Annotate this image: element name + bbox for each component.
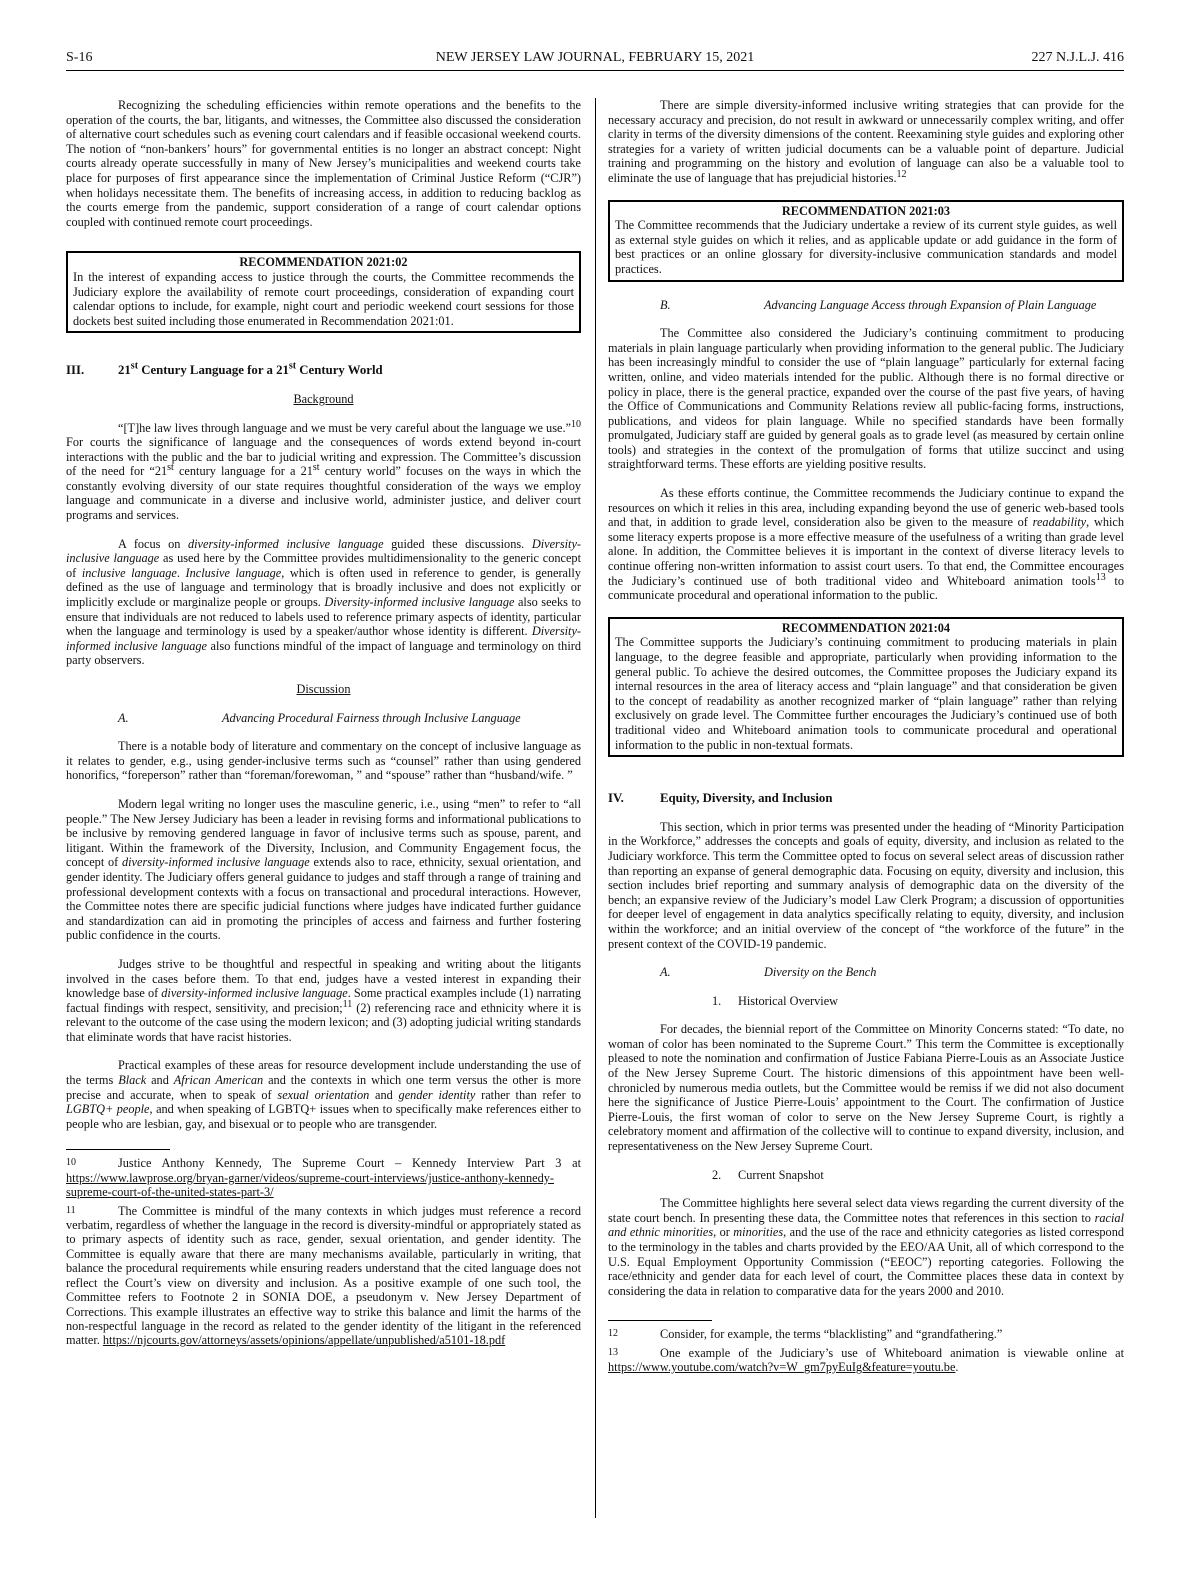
paragraph: A focus on diversity-informed inclusive language guided these discussions. Diversity-inclusive language as used here by the Committee provides multidimensionality to the generic concept of inclusive language. Inclusive language, which is often used in reference to gender, is generally defined as the use of language and terminology that is broadly inclusive and does not explicitly or implicitly exclude or marginalize people or groups. Diversity-informed inclusive language also seeks to ensure that individuals are not reduced to labels used to reference primary aspects of identity, particular when the language and terminology is used by a speaker/author whose identity is different. Diversity-informed inclusive language also functions mindful of the impact of language and terminology on third party observers.: [66, 536, 582, 668]
paragraph: “[T]he law lives through language and we must be very careful about the language we use.”$^{10}$ For courts the significance of language and the consequences of words extend beyond in-court interactions with the public and the bar to judicial writing and expression. The Committee’s discussion of the need for “21st century language for a 21st century world” focuses on the ways in which the constantly evolving diversity of our state requires thoughtful consideration of the ways we employ language and communicate in a diverse and inclusive world, administer justice, and deliver court programs and services.: [66, 418, 581, 523]
paragraph: For decades, the biennial report of the Committee on Minority Concerns stated: “To date, no woman of color has been nominated to the Supreme Court.” This term the Committee is exceptionally pleased to note the nomination and confirmation of Justice Fabiana Pierre-Louis as an Associate Justice of the New Jersey Supreme Court. The historic dimensions of this appointment have been well-chronicled by numerous media outlets, but the Committee would be remiss if we did not also document here the significance of Justice Pierre-Louis’ appointment to the Court. The confirmation of Justice Pierre-Louis, the first woman of color to serve on the New Jersey Supreme Court, is rightly a celebratory moment and affirmation of the collective will to continue to expand diversity, inclusion, and representativeness on the New Jersey Supreme Court.: [608, 1022, 1124, 1154]
citation: 227 N.J.L.J. 416: [1031, 50, 1124, 65]
column-divider: [595, 98, 596, 1518]
recommendation-title: RECOMMENDATION 2021:04: [781, 620, 951, 635]
footnote-link[interactable]: https://www.youtube.com/watch?v=W_gm7pyEuIg&feature=youtu.be: [608, 1360, 956, 1375]
footnote-13: 13 One example of the Judiciary’s use of Whiteboard animation is viewable online at https://www.youtube.com/watch?v=W_gm7pyEuIg&feature=youtu.be.: [608, 1345, 1124, 1375]
recommendation-2021-02-box: [66, 251, 581, 333]
paragraph: As these efforts continue, the Committee recommends the Judiciary continue to expand the resources on which it relies in this area, including expanding beyond the use of generic web-based tools and that, in addition to grade level, consideration also be given to the measure of readability, which some literacy experts propose is a more effective measure of the usefulness of a writing than grade level alone. In addition, the Committee believes it is important in the context of diverse literacy levels to continue offering non-written information to assist court users. To that end, the Committee encourages the Judiciary’s continued use of both traditional video and Whiteboard animation tools$^{13}$ to communicate procedural and operational information to the public.: [608, 486, 1125, 603]
paragraph: There are simple diversity-informed inclusive writing strategies that can provide for the necessary accuracy and precision, do not result in awkward or unnecessarily complex writing, and offer clarity in terms of the diversity dimensions of the content. Reexamining style guides and exploring other strategies for a variety of written judicial documents can be a valuable point of departure. Judicial training and programming on the history and evolution of language can also be a valuable tool to eliminate the use of language that has prejudicial histories.$^{12}$: [608, 98, 1124, 185]
journal-title: NEW JERSEY LAW JOURNAL, FEBRUARY 15, 2021: [435, 50, 755, 65]
right-column: [608, 98, 1124, 1379]
subsection-heading-b: B. Advancing Language Access through Expansion of Plain Language: [660, 297, 1097, 312]
paragraph: Practical examples of these areas for resource development include understanding the use of the terms Black and African American and the contexts in which one term versus the other is more precise and accurate, when to speak of sexual orientation and gender identity rather than refer to LGBTQ+ people, and when speaking of LGBTQ+ issues when to specifically make references either to people who are lesbian, gay, and bisexual or to people who are transgender.: [66, 1058, 582, 1131]
paragraph: The Committee also considered the Judiciary’s continuing commitment to producing materials in plain language particularly when providing information to the general public. The Judiciary has been increasingly mindful to consider the use of “plain language” particularly for external facing written, online, and video materials intended for the public. Although there is no formal directive or policy in place, there is the general practice, expanded over the course of the past five years, of having the Office of Communications and Community Relations review all public-facing forms, instructions, publications, and videos for plain language. While no specified standards have been formally promulgated, Judiciary staff are guided by general goals as to grade level (as measured by certain online tools) and strategies in the context of the promulgation of forms that utilize succinct and using straightforward terms. These efforts are yielding positive results.: [608, 326, 1124, 472]
paragraph: There is a notable body of literature and commentary on the concept of inclusive language as it relates to gender, e.g., using gender-inclusive terms such as “counsel” rather than using gendered honorifics, “foreperson” rather than “foreman/forewoman, ” and “spouse” rather than “husband/wife. ”: [66, 739, 581, 783]
section-number: III.: [66, 363, 85, 378]
paragraph: Judges strive to be thoughtful and respectful in speaking and writing about the litigants involved in the cases before them. To that end, judges have a vested interest in expanding their knowledge base of diversity-informed inclusive language. Some practical examples include (1) narrating factual findings with respect, sensitivity, and precision;$^{11}$ (2) referencing race and ethnicity where it is relevant to the outcome of the case using the modern lexicon; and (3) adopting judicial writing standards that eliminate words that have racist histories.: [66, 956, 581, 1044]
footnote-ref: 10: [571, 418, 581, 430]
section-heading-iii: [66, 363, 581, 378]
recommendation-2021-04-box: [608, 617, 1124, 757]
footnote-10: 10 Justice Anthony Kennedy, The Supreme Court – Kennedy Interview Part 3 at https://www.lawprose.org/bryan-garner/videos/supreme-court-interviews/justice-anthony-kennedy-supreme-court-of-the-united-states-part-3/: [66, 1156, 581, 1200]
paragraph: Modern legal writing no longer uses the masculine generic, i.e., using “men” to refer to “all people.” The New Jersey Judiciary has been a leader in revising forms and informational publications to be inclusive by removing gendered language in favor of inclusive terms such as spouse, parent, and litigant. Within the framework of the Diversity, Inclusion, and Community Engagement focus, the concept of diversity-informed inclusive language extends also to race, ethnicity, sexual orientation, and gender identity. The Judiciary offers general guidance to judges and staff through a range of training and professional development contexts with a focus on transactional and procedural interactions. However, the Committee notes there are specific judicial functions where judges have indicated further guidance and standardization can aid in promoting the principles of access and fairness and further fostering public confidence in the courts.: [66, 796, 581, 943]
background-heading: Background: [293, 391, 354, 406]
footnote-ref: 13: [1095, 571, 1106, 583]
recommendation-title: RECOMMENDATION 2021:03: [781, 203, 951, 218]
left-column: [66, 98, 581, 1352]
footnote-rule: [66, 1149, 170, 1150]
subsection-heading-a: A. Advancing Procedural Fairness through Inclusive Language: [118, 710, 521, 725]
page-header: [66, 50, 1124, 68]
footnote-link[interactable]: https://www.lawprose.org/bryan-garner/videos/supreme-court-interviews/justice-anthony-kennedy-supreme-court-of-the-united-states-part-3/: [66, 1170, 554, 1200]
paragraph: Recognizing the scheduling efficiencies within remote operations and the benefits to the operation of the courts, the bar, litigants, and witnesses, the Committee also discussed the consideration of alternative court schedules such as evening court calendars and if feasible occasional weekend courts. The notion of “non-bankers’ hours” for governmental entities is no longer an abstract concept: Night courts already operate successfully in many of New Jersey’s municipalities and weekend courts take place for purposes of first appearance since the implementation of Criminal Justice Reform (“CJR”) when holidays necessitate them. The benefits of increasing access, in addition to reducing backlog as the courts emerge from the pandemic, support consideration of a range of court calendar options coupled with continued remote court proceedings.: [66, 98, 581, 229]
footnote-ref: 12: [896, 168, 907, 180]
section-number: IV.: [608, 791, 624, 806]
paragraph: The Committee highlights here several select data views regarding the current diversity of the state court bench. In presenting these data, the Committee notes that references in this section to racial and ethnic minorities, or minorities, and the use of the race and ethnicity categories as listed correspond to the terminology in the tables and charts provided by the EEO/AA Unit, all of which correspond to the U.S. Equal Employment Opportunity Commission (“EEOC”) reporting categories. Following the race/ethnicity and gender data for each level of court, the Committee places these data in context by considering the data in relation to comparative data for the years 2000 and 2010.: [608, 1196, 1124, 1298]
footnote-link[interactable]: https://njcourts.gov/attorneys/assets/opinions/appellate/unpublished/a5101-18.pdf: [102, 1333, 506, 1348]
section-heading-iv: [608, 791, 1124, 806]
section-title: 21st Century Language for a 21st Century World: [118, 361, 383, 378]
footnote-rule: [608, 1320, 712, 1321]
footnote-ref: 11: [342, 998, 353, 1010]
paragraph: This section, which in prior terms was presented under the heading of “Minority Participation in the Workforce,” addresses the concepts and goals of equity, diversity, and inclusion as related to the Judiciary workforce. This term the Committee opted to focus on several select areas of discussion rather than reporting an expanse of general demographic data. Focusing on equity, diversity and inclusion, this section includes brief reporting and summary analysis of demographic data on the diversity of the bench; an expansive review of the Judiciary’s model Law Clerk Program; a discussion of opportunities for deeper level of engagement in data analytics specifically relating to equity, diversity, and inclusion within the workforce; and an initial overview of the concept of “the workforce of the future” in the present context of the COVID-19 pandemic.: [608, 819, 1124, 951]
recommendation-body: The Committee supports the Judiciary’s continuing commitment to producing materials in plain language, to the degree feasible and appropriate, particularly when providing information to the general public. To achieve the desired outcomes, the Committee proposes the Judiciary expand its internal resources in the area of literacy access and “plain language” and that consideration be given to the concept of readability as another recognized marker of “plain language” rather than relying exclusively on grade level. The Committee further encourages the Judiciary’s continued use of both traditional video and Whiteboard animation tools to communicate procedural and operational information to the public in non-textual formats.: [615, 635, 1117, 752]
section-title: Equity, Diversity, and Inclusion: [660, 791, 833, 806]
page-number: S-16: [66, 50, 93, 65]
subsection-heading-a: A. Diversity on the Bench: [660, 965, 877, 980]
footnote-12: 12 Consider, for example, the terms “blacklisting” and “grandfathering.”: [608, 1327, 1003, 1342]
recommendation-2021-03-box: [608, 200, 1124, 282]
footnote-11: 11 The Committee is mindful of the many contexts in which judges must reference a record verbatim, regardless of whether the language in the record is diversity-mindful or appropriately stated as to primary aspects of identity such as race, gender, sexual orientation, and gender identity. The Committee is equally aware that there are many mechanisms available, particularly in writing, that balance the procedural requirements while ensuring readers understand that the cited language does not reflect the Court’s view on diversity and inclusion. As a positive example of one such tool, the Committee refers to Footnote 2 in SONIA DOE, a pseudonym v. New Jersey Department of Corrections. This example illustrates an effective way to strike this balance and limit the harms of the non-respectful language in the record as related to the gender identity of the litigant in the referenced matter. https://njcourts.gov/attorneys/assets/opinions/appellate/unpublished/a5101-18.pdf: [66, 1203, 581, 1348]
recommendation-body: In the interest of expanding access to justice through the courts, the Committee recommends the Judiciary explore the availability of remote court proceedings, consideration of expanding court calendar options to include, for example, night court and periodic weekend court sessions for those dockets best suited including those enumerated in Recommendation 2021:01.: [73, 269, 574, 328]
discussion-heading: Discussion: [296, 682, 351, 696]
recommendation-title: RECOMMENDATION 2021:02: [239, 255, 408, 270]
numbered-heading-1: 1. Historical Overview: [712, 993, 839, 1008]
header-rule: [66, 70, 1124, 71]
numbered-heading-2: 2. Current Snapshot: [712, 1167, 824, 1182]
recommendation-body: The Committee recommends that the Judiciary undertake a review of its current style guides, as well as external style guides on which it relies, and as applicable update or add guidance in the form of best practices or an online glossary for diversity-inclusive communication standards and model practices.: [615, 218, 1117, 276]
